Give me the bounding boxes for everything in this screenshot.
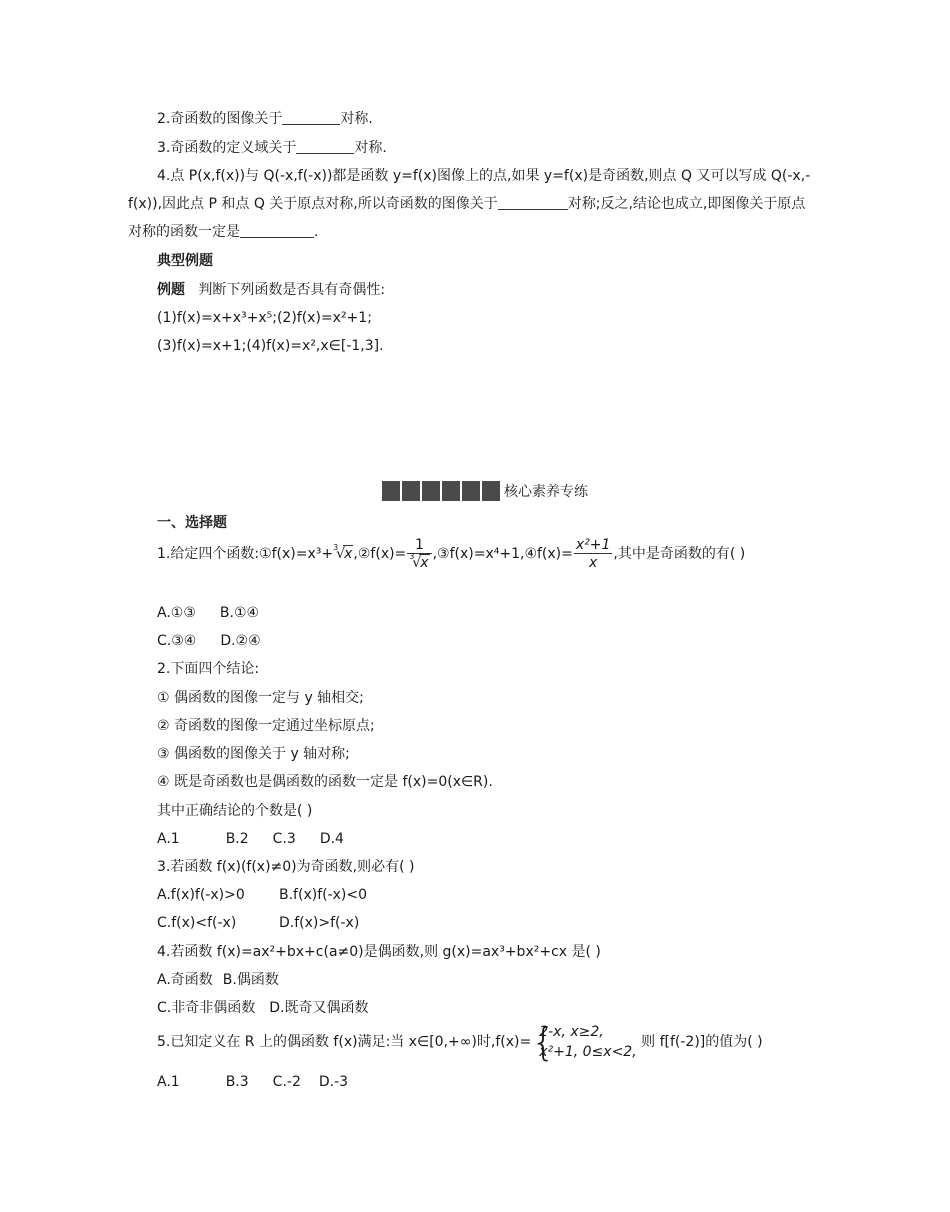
option-a[interactable]: A.1 xyxy=(157,831,180,847)
example-prompt: 例题 判断下列函数是否具有奇偶性: xyxy=(157,282,386,298)
option-b[interactable]: B.①④ xyxy=(219,605,260,621)
option-a[interactable]: A.奇函数 xyxy=(157,972,213,988)
intro-q2: 2.奇函数的图像关于 对称. xyxy=(157,111,373,127)
example-line-2: (3)f(x)=x+1;(4)f(x)=x²,x∈[-1,3]. xyxy=(157,338,384,354)
piecewise-function: { 2-x, x≥2, x²+1, 0≤x<2, xyxy=(531,1020,637,1064)
q2-statement-3: ③ 偶函数的图像关于 y 轴对称; xyxy=(157,746,350,762)
option-c[interactable]: C.3 xyxy=(272,831,296,847)
q1-options-row-1 xyxy=(157,603,259,623)
q1-options-row-2 xyxy=(157,631,261,651)
option-c[interactable]: C.-2 xyxy=(272,1074,301,1090)
option-b[interactable]: B.f(x)f(-x)<0 xyxy=(279,887,368,903)
option-b[interactable]: B.偶函数 xyxy=(222,972,279,988)
answer-blank[interactable] xyxy=(296,139,354,154)
option-b[interactable]: B.3 xyxy=(225,1074,249,1090)
q2-statement-4: ④ 既是奇函数也是偶函数的函数一定是 f(x)=0(x∈R). xyxy=(157,774,493,790)
option-b[interactable]: B.2 xyxy=(225,831,249,847)
option-c[interactable]: C.③④ xyxy=(157,633,197,649)
question-3: 3.若函数 f(x)(f(x)≠0)为奇函数,则必有( ) xyxy=(157,859,415,875)
option-d[interactable]: D.f(x)>f(-x) xyxy=(279,915,360,931)
question-4: 4.若函数 f(x)=ax²+bx+c(a≠0)是偶函数,则 g(x)=ax³+bx²+cx 是( ) xyxy=(157,944,601,960)
option-d[interactable]: D.②④ xyxy=(220,633,261,649)
option-a[interactable]: A.1 xyxy=(157,1074,180,1090)
option-d[interactable]: D.既奇又偶函数 xyxy=(269,1000,369,1016)
question-5: 5.已知定义在 R 上的偶函数 f(x)满足:当 x∈[0,+∞)时,f(x)= { 2-x, x≥2, x²+1, 0≤x<2, 则 f[f(-2)]的值为( ) xyxy=(157,1020,763,1064)
q2-statement-1: ① 偶函数的图像一定与 y 轴相交; xyxy=(157,690,364,706)
answer-blank[interactable] xyxy=(282,110,340,125)
option-c[interactable]: C.非奇非偶函数 xyxy=(157,1000,256,1016)
option-d[interactable]: D.4 xyxy=(319,831,344,847)
option-a[interactable]: A.①③ xyxy=(157,605,196,621)
example-heading: 典型例题 xyxy=(157,253,213,269)
section-header xyxy=(382,481,588,501)
answer-blank[interactable] xyxy=(498,195,568,210)
q4-options-row-1 xyxy=(157,970,279,990)
cube-root: 3 √ x xyxy=(333,543,353,562)
option-d[interactable]: D.-3 xyxy=(318,1074,349,1090)
q2-options xyxy=(157,829,344,849)
intro-q3: 3.奇函数的定义域关于 对称. xyxy=(157,140,387,156)
fraction-1: 1 3 √ x xyxy=(407,537,431,572)
example-line-1: (1)f(x)=x+x³+x⁵;(2)f(x)=x²+1; xyxy=(157,310,372,326)
option-a[interactable]: A.f(x)f(-x)>0 xyxy=(157,887,245,903)
q3-options-row-2 xyxy=(157,913,359,933)
answer-blank[interactable] xyxy=(240,223,314,238)
question-1: 1.给定四个函数:①f(x)=x³+ 3 √ x,②f(x)= 1 3 √ x ,③f(x)=x⁴+1,④f(x)= $\frac{\text{x²+1}}{x}$ ,其中是奇函数的有( ) xyxy=(157,535,745,573)
question-2: 2.下面四个结论: xyxy=(157,661,260,677)
q4-options-row-2 xyxy=(157,998,368,1018)
intro-q4: 4.点 P(x,f(x))与 Q(-x,f(-x))都是函数 y=f(x)图像上的点,如果 y=f(x)是奇函数,则点 Q 又可以写成 Q(-x,-f(x)),因此点 P 和点 Q 关于原点对称,所以奇函数的图像关于 对称;反之,结论也成立,即图像关于原点对称的函数一定是 . xyxy=(128,168,811,240)
q5-options xyxy=(157,1072,348,1092)
section-title: 核心素养专练 xyxy=(504,484,588,500)
fraction-2: $\frac{\text{x²+1}}{x}$ xyxy=(575,536,611,571)
q2-statement-2: ② 奇函数的图像一定通过坐标原点; xyxy=(157,718,375,734)
part-heading: 一、选择题 xyxy=(157,515,227,531)
option-c[interactable]: C.f(x)<f(-x) xyxy=(157,915,237,931)
q3-options-row-1 xyxy=(157,885,367,905)
q2-ask: 其中正确结论的个数是( ) xyxy=(157,803,313,819)
